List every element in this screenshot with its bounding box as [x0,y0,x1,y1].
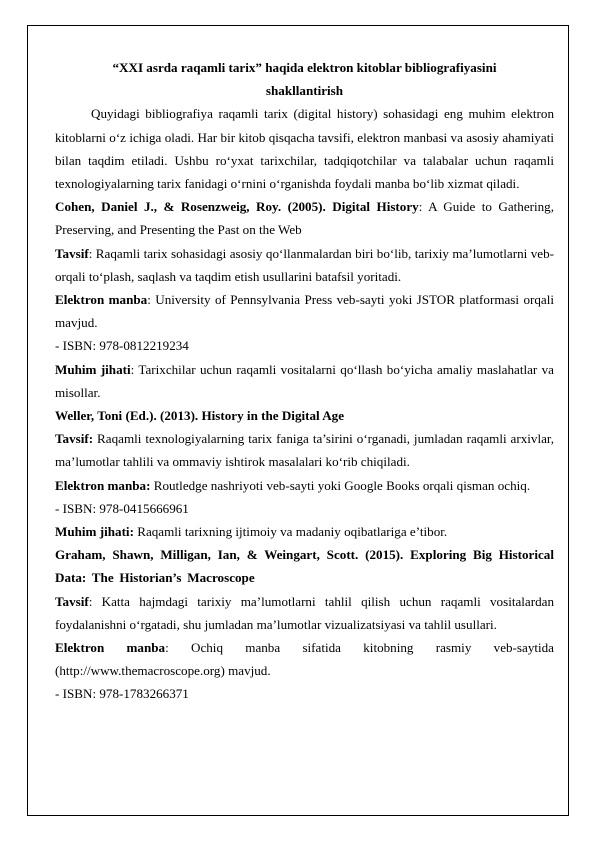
citation-subtitle: : A Guide to Gathering, Preserving, and Presenting the Past on the Web [55,199,554,238]
tavsif-label: Tavsif [55,245,89,261]
muhim-label: Muhim jihati [55,361,131,377]
muhim-text: Raqamli tarixning ijtimoiy va madaniy oqibatlariga e’tibor. [133,524,448,540]
entry-isbn: - ISBN: 978-0415666961 [55,500,189,516]
entry-isbn: - ISBN: 978-0812219234 [55,338,189,354]
manba-label: Elektron manba [55,292,148,308]
manba-text: Routledge nashriyoti veb-sayti yoki Google Books orqali qisman ochiq. [150,477,531,493]
tavsif-text: : Katta hajmdagi tarixiy ma’lumotlarni tahlil qilish uchun raqamli vositalardan foydalanishni o‘rgatadi, shu jumladan ma’lumotlar vizualizatsiyasi va tahlil usullari. [55,593,554,632]
manba-label: Elektron manba [55,640,166,656]
tavsif-label: Tavsif [55,593,89,609]
manba-text: : Ochiq manba sifatida kitobning rasmiy veb-saytida (http://www.themacroscope.org) mavjud. [55,640,554,679]
tavsif-label: Tavsif: [55,431,94,447]
intro-paragraph: Quyidagi bibliografiya raqamli tarix (digital history) sohasidagi eng muhim elektron kitoblarni o‘z ichiga oladi. Har bir kitob qisqacha tavsifi, elektron manbasi va asosiy ahamiyati bilan taqdim etiladi. Ushbu ro‘yxat tarixchilar, tadqiqotchilar va talabalar uchun raqamli texnologiyalarning tarix fanidagi o‘rnini o‘rganishda foydali manba bo‘lib xizmat qiladi. [55,106,554,192]
muhim-label: Muhim jihati: [55,524,134,540]
title-line-1: “XXI asrda raqamli tarix” haqida elektron kitoblar bibliografiyasini [112,60,497,75]
document-body [55,56,554,706]
title-line-2: shakllantirish [265,83,344,99]
entry-tavsif [55,242,554,288]
entry-citation [55,543,554,589]
muhim-text: : Tarixchilar uchun raqamli vositalarni qo‘llash bo‘yicha amaliy maslahatlar va misollar. [55,361,554,400]
entry-muhim [55,358,554,404]
manba-label: Elektron manba: [55,477,151,493]
citation-title: Weller, Toni (Ed.). (2013). History in the Digital Age [55,408,345,424]
citation-title: Cohen, Daniel J., & Rosenzweig, Roy. (2005). Digital History [55,199,419,215]
entry-citation [55,195,554,241]
entry-manba [55,288,554,334]
citation-title: Graham, Shawn, Milligan, Ian, & Weingart, Scott. (2015). Exploring Big Historical Data: The Historian’s Macroscope [55,547,554,586]
entry-manba [55,474,554,497]
entry-tavsif [55,427,554,473]
entry-citation [55,404,554,427]
tavsif-text: : Raqamli tarix sohasidagi asosiy qo‘llanmalardan biri bo‘lib, tarixiy ma’lumotlarni veb-orqali to‘plash, saqlash va taqdim etish usullarini batafsil yoritadi. [55,245,554,284]
entry-isbn: - ISBN: 978-1783266371 [55,686,189,702]
tavsif-text: Raqamli texnologiyalarning tarix faniga ta’sirini o‘rganadi, jumladan raqamli arxivlar, ma’lumotlar tahlili va ommaviy ishtirok masalalari ko‘rib chiqiladi. [55,431,554,470]
entry-muhim [55,520,554,543]
entry-manba [55,636,554,682]
manba-text: : University of Pennsylvania Press veb-sayti yoki JSTOR platformasi orqali mavjud. [55,292,554,331]
entry-tavsif [55,590,554,636]
